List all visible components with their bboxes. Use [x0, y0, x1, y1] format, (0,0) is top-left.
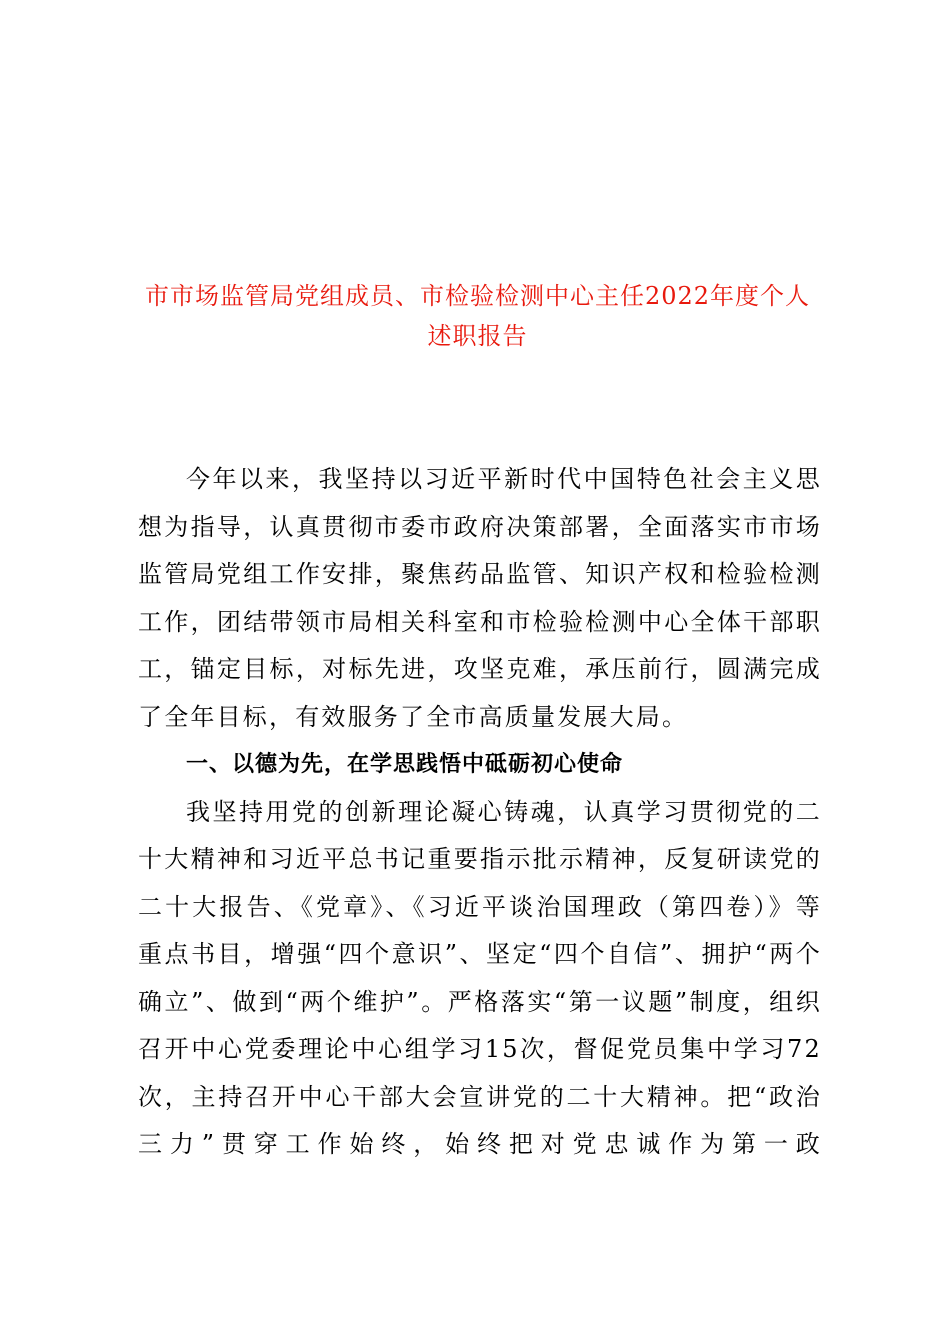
title-line-1: 市市场监管局党组成员、市检验检测中心主任2022年度个人 — [144, 282, 811, 310]
intro-paragraph: 今年以来，我坚持以习近平新时代中国特色社会主义思想为指导，认真贯彻市委市政府决策部署，全面落实市市场监管局党组工作安排，聚焦药品监管、知识产权和检验检测工作，团结带领市局相关科室和市检验检测中心全体干部职工，锚定目标，对标先进，攻坚克难，承压前行，圆满完成了全年目标，有效服务了全市高质量发展大局。 — [138, 465, 822, 731]
document-title — [135, 276, 820, 356]
document-body — [138, 456, 822, 1169]
section-1-paragraph: 我坚持用党的创新理论凝心铸魂，认真学习贯彻党的二十大精神和习近平总书记重要指示批示精神，反复研读党的二十大报告、《党章》、《习近平谈治国理政（第四卷）》等重点书目，增强“四个意识”、坚定“四个自信”、拥护“两个确立”、做到“两个维护”。严格落实“第一议题”制度，组织召开中心党委理论中心组学习15次，督促党员集中学习72次，主持召开中心干部大会宣讲党的二十大精神。把“政治三力”贯穿工作始终，始终把对党忠诚作为第一政 — [138, 797, 822, 1158]
section-1-heading: 一、以德为先，在学思践悟中砥砺初心使命 — [186, 752, 624, 777]
title-line-2: 述职报告 — [427, 322, 528, 350]
